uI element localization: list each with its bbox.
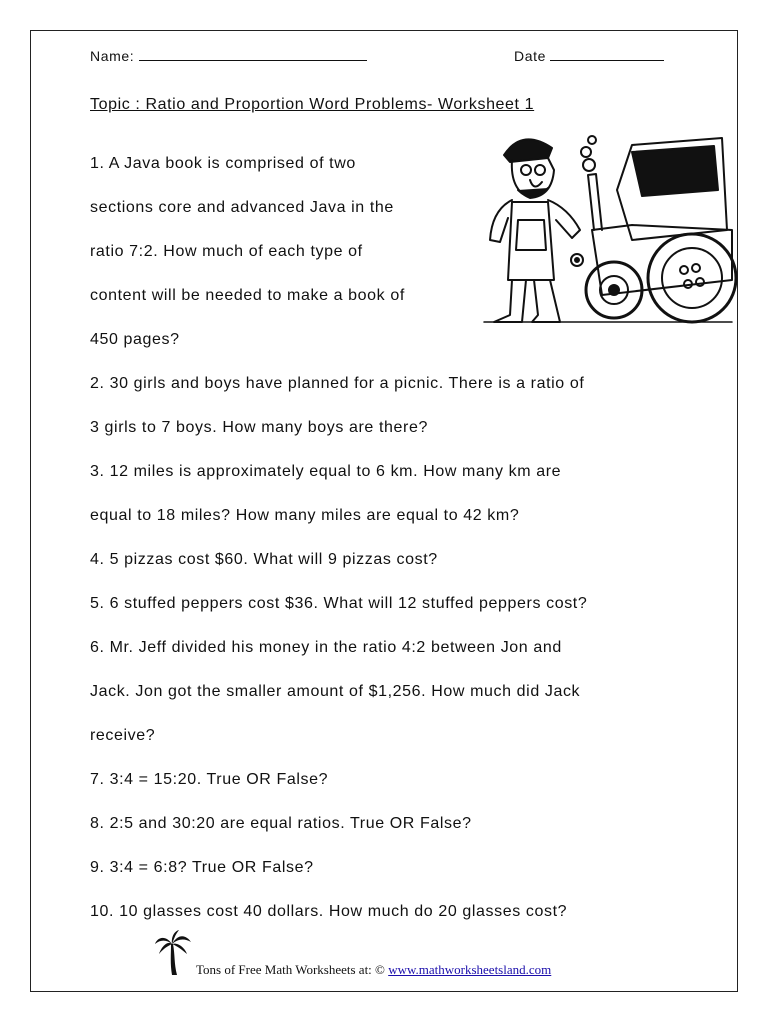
question-line: 3 girls to 7 boys. How many boys are there? bbox=[90, 419, 428, 436]
question-line: sections core and advanced Java in the bbox=[90, 199, 394, 216]
date-label: Date bbox=[514, 48, 546, 64]
question-line: 6. Mr. Jeff divided his money in the ratio 4:2 between Jon and bbox=[90, 639, 562, 656]
question-line: equal to 18 miles? How many miles are equal to 42 km? bbox=[90, 507, 520, 524]
question-line: 10. 10 glasses cost 40 dollars. How much do 20 glasses cost? bbox=[90, 903, 568, 920]
question-line: 7. 3:4 = 15:20. True OR False? bbox=[90, 771, 329, 788]
footer bbox=[196, 962, 551, 978]
question-line: receive? bbox=[90, 727, 156, 744]
question-line: 450 pages? bbox=[90, 331, 180, 348]
name-blank bbox=[139, 48, 367, 61]
question-line: 4. 5 pizzas cost $60. What will 9 pizzas cost? bbox=[90, 551, 438, 568]
date-field bbox=[514, 48, 664, 64]
question-line: ratio 7:2. How much of each type of bbox=[90, 243, 363, 260]
question-line: 9. 3:4 = 6:8? True OR False? bbox=[90, 859, 314, 876]
question-line: 8. 2:5 and 30:20 are equal ratios. True OR False? bbox=[90, 815, 472, 832]
date-blank bbox=[550, 48, 664, 61]
footer-link[interactable]: www.mathworksheetsland.com bbox=[388, 962, 552, 977]
worksheet-topic: Topic : Ratio and Proportion Word Problems- Worksheet 1 bbox=[90, 96, 535, 113]
footer-text: Tons of Free Math Worksheets at: © bbox=[196, 962, 385, 977]
name-field bbox=[90, 48, 367, 64]
question-line: 1. A Java book is comprised of two bbox=[90, 155, 356, 172]
farmer-tractor-illustration-icon bbox=[482, 130, 738, 330]
question-line: 5. 6 stuffed peppers cost $36. What will 12 stuffed peppers cost? bbox=[90, 595, 588, 612]
question-line: 3. 12 miles is approximately equal to 6 km. How many km are bbox=[90, 463, 562, 480]
palm-tree-icon bbox=[155, 930, 191, 976]
name-label: Name: bbox=[90, 48, 135, 64]
question-line: 2. 30 girls and boys have planned for a picnic. There is a ratio of bbox=[90, 375, 585, 392]
question-line: content will be needed to make a book of bbox=[90, 287, 405, 304]
question-line: Jack. Jon got the smaller amount of $1,256. How much did Jack bbox=[90, 683, 581, 700]
